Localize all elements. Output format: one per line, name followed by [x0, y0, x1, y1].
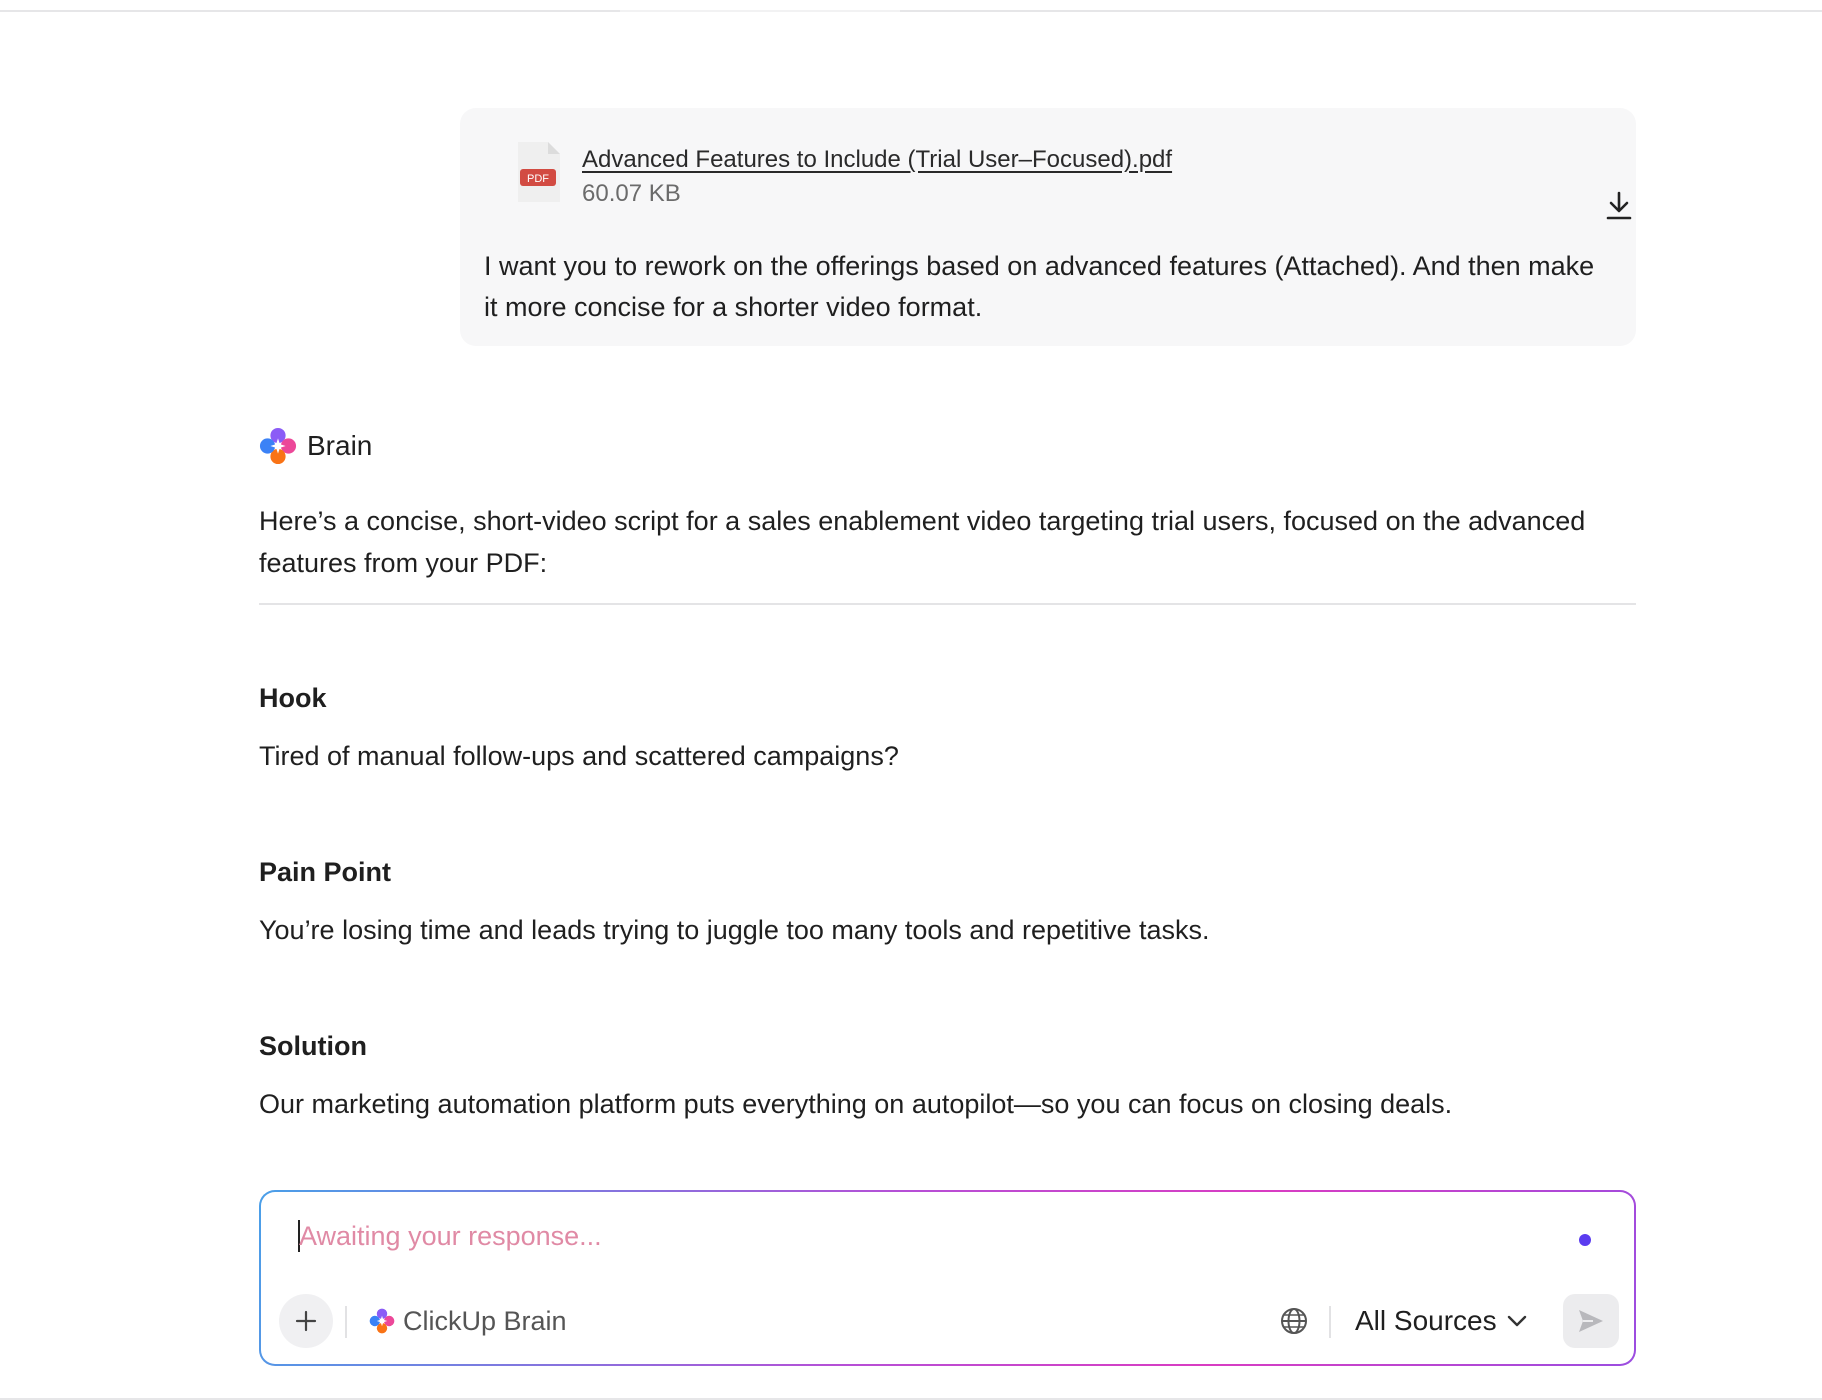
- attachment-file-name[interactable]: Advanced Features to Include (Trial User–Focused).pdf: [582, 146, 1173, 173]
- section-title-solution: Solution: [259, 1031, 367, 1061]
- assistant-header: [259, 426, 372, 466]
- add-attachment-button[interactable]: [279, 1294, 333, 1348]
- globe-icon[interactable]: [1279, 1306, 1309, 1336]
- toolbar-separator: [345, 1306, 347, 1338]
- section-divider: [259, 603, 1636, 605]
- pdf-badge-label: PDF: [527, 173, 549, 185]
- brain-logo-icon: [369, 1308, 395, 1334]
- section-body-solution: Our marketing automation platform puts everything on autopilot—so you can focus on closing deals.: [259, 1089, 1453, 1119]
- file-attachment[interactable]: [516, 142, 1576, 206]
- attachment-file-size: 60.07 KB: [582, 180, 681, 207]
- section-title-pain-point: Pain Point: [259, 857, 392, 887]
- assistant-intro-text: Here’s a concise, short-video script for a sales enablement video targeting trial users, focused on the advanced features from your PDF:: [259, 506, 1586, 578]
- user-message-text: I want you to rework on the offerings based on advanced features (Attached). And then make it more concise for a shorter video format.: [484, 251, 1595, 322]
- chevron-down-icon: [1507, 1314, 1527, 1328]
- user-message-bubble: [460, 108, 1636, 346]
- brain-logo-icon: [259, 427, 297, 465]
- toolbar-separator: [1329, 1306, 1331, 1338]
- download-icon[interactable]: [1604, 190, 1634, 222]
- chat-composer: [259, 1190, 1636, 1366]
- sources-dropdown[interactable]: [1355, 1298, 1527, 1344]
- send-icon: [1577, 1308, 1605, 1334]
- status-dot: [1579, 1234, 1591, 1246]
- section-body-pain-point: You’re losing time and leads trying to juggle too many tools and repetitive tasks.: [259, 915, 1210, 945]
- send-button[interactable]: [1563, 1294, 1619, 1348]
- plus-icon: [294, 1309, 318, 1333]
- model-selector[interactable]: [369, 1298, 567, 1344]
- section-body-hook: Tired of manual follow-ups and scattered campaigns?: [259, 741, 899, 771]
- section-title-hook: Hook: [259, 683, 327, 713]
- top-divider: [0, 10, 1822, 12]
- model-label: ClickUp Brain: [403, 1305, 567, 1336]
- response-input[interactable]: [299, 1214, 1499, 1258]
- sources-label: All Sources: [1355, 1305, 1497, 1336]
- pdf-file-icon: [516, 142, 560, 202]
- assistant-name: Brain: [307, 430, 373, 461]
